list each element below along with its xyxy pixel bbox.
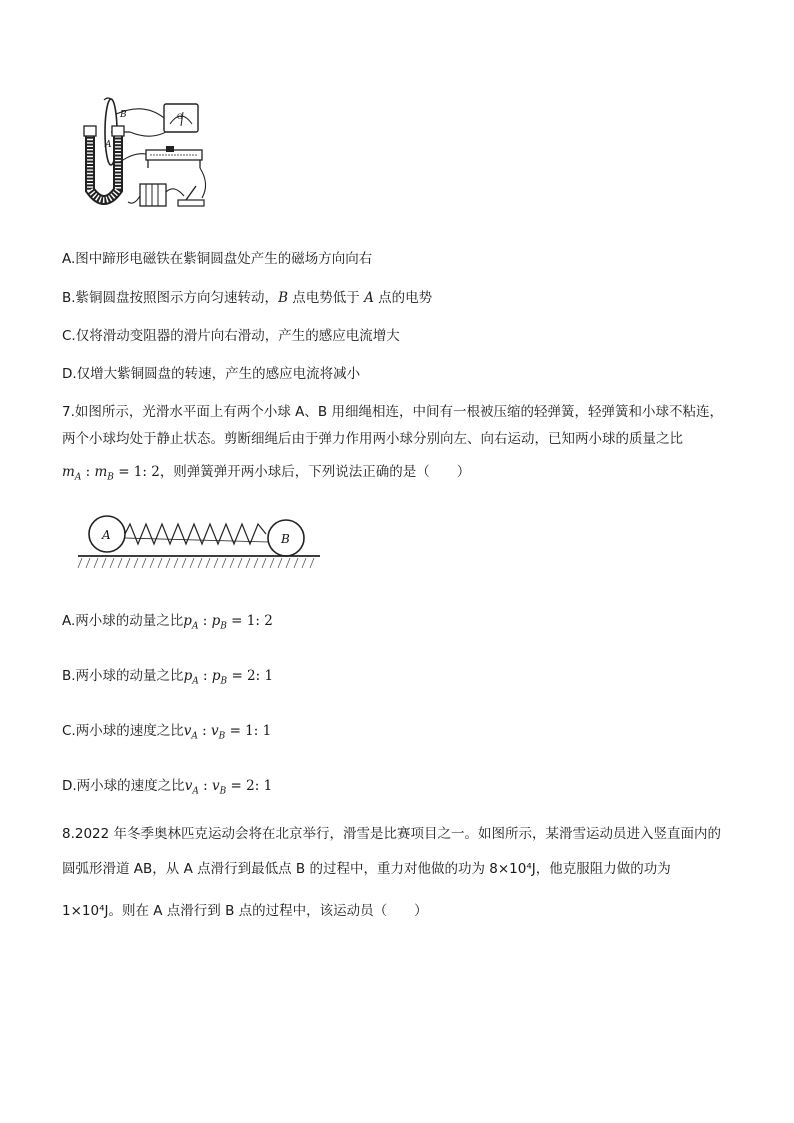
q6-option-b-mid: 点电势低于 — [287, 290, 365, 306]
q7-stem-line-3 — [62, 463, 470, 487]
spring-balls-figure — [76, 512, 322, 574]
q7-option-b — [62, 667, 273, 691]
q6-option-a: A.图中蹄形电磁铁在紫铜圆盘处产生的磁场方向向右 — [62, 251, 373, 267]
q8-stem-line-3: 1×10⁴J。则在 A 点滑行到 B 点的过程中，该运动员（ ） — [62, 903, 428, 919]
point-b-label: B — [120, 110, 127, 120]
eddy-current-apparatus-figure — [64, 92, 216, 218]
q7-option-c — [62, 722, 271, 746]
q7-option-a-text: A.两小球的动量之比 — [62, 613, 184, 629]
q8-stem-line-1: 8.2022 年冬季奥林匹克运动会将在北京举行，滑雪是比赛项目之一。如图所示，某滑雪运动员进入竖直面内的 — [62, 826, 722, 842]
q7-option-b-text: B.两小球的动量之比 — [62, 668, 184, 684]
point-a-label: A — [105, 140, 112, 150]
q6-option-b — [62, 289, 432, 307]
q7-option-c-text: C.两小球的速度之比 — [62, 723, 184, 739]
q6-option-d: D.仅增大紫铜圆盘的转速，产生的感应电流将减小 — [62, 366, 361, 382]
q7-option-a — [62, 612, 273, 636]
q7-option-b-ratio: $p_A$ : $p_B = 2$: 1 — [183, 668, 274, 687]
q6-option-c: C.仅将滑动变阻器的滑片向右滑动，产生的感应电流增大 — [62, 328, 400, 344]
q6-option-b-pre: B.紫铜圆盘按照图示方向匀速转动， — [62, 290, 279, 306]
q7-option-a-ratio: $p_A$ : $p_B = 1$: 2 — [183, 613, 273, 632]
ball-b-label: B — [281, 532, 290, 546]
q7-stem-line-1: 7.如图所示，光滑水平面上有两个小球 A、B 用细绳相连，中间有一根被压缩的轻弹簧，轻弹簧和小球不粘连， — [62, 404, 723, 420]
q6-option-b-var1: B — [278, 290, 288, 306]
galvanometer-label: G — [177, 113, 183, 121]
q7-option-d — [62, 777, 272, 801]
q6-option-b-post: 点的电势 — [373, 290, 433, 306]
ball-a-label: A — [102, 528, 111, 542]
q7-mass-ratio: $m_A$ : $m_B = 1$: 2 — [62, 464, 160, 483]
q7-option-d-ratio: $v_A$ : $v_B = 2$: 1 — [184, 778, 273, 797]
q7-stem-line-2: 两个小球均处于静止状态。剪断细绳后由于弹力作用两小球分别向左、向右运动，已知两小球的质量之比 — [62, 431, 683, 447]
q7-option-d-text: D.两小球的速度之比 — [62, 778, 185, 794]
q6-option-b-var2: A — [364, 290, 374, 306]
q7-option-c-ratio: $v_A$ : $v_B = 1$: 1 — [183, 723, 272, 742]
q7-stem-line-3-post: ，则弹簧弹开两小球后，下列说法正确的是（ ） — [159, 464, 471, 480]
q8-stem-line-2: 圆弧形滑道 AB，从 A 点滑行到最低点 B 的过程中，重力对他做的功为 8×10⁴J，他克服阻力做的功为 — [62, 861, 671, 877]
